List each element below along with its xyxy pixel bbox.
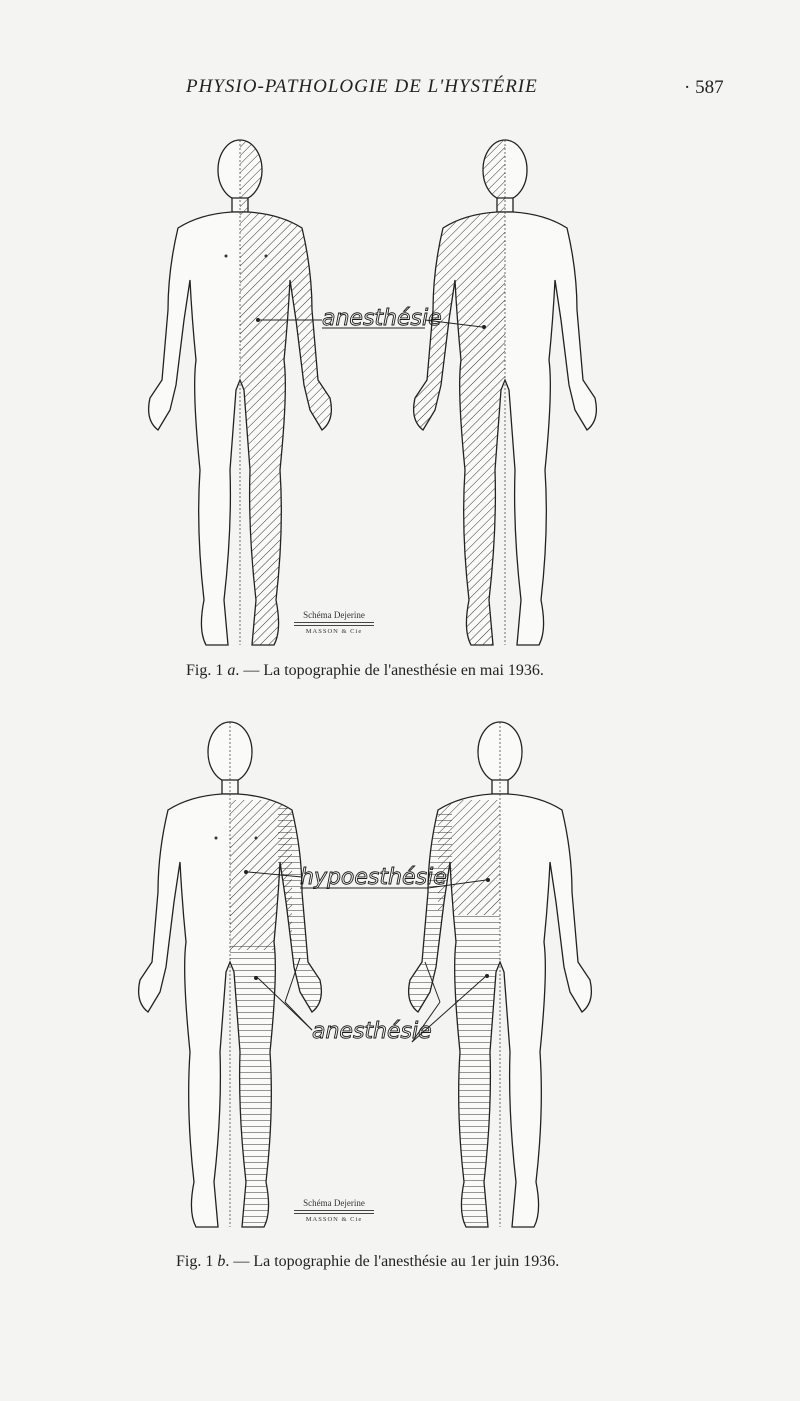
back-body-1a (414, 140, 597, 645)
figure-1a-drawing (0, 120, 800, 665)
caption-text: . — La topographie de l'anesthésie au 1er juin 1936. (225, 1253, 560, 1270)
schema-stamp-1b (294, 1198, 374, 1223)
stamp-line1: Schéma Dejerine (303, 1198, 365, 1208)
anesthesia-label-1a: anesthésie (322, 306, 442, 331)
stamp-line1: Schéma Dejerine (303, 610, 365, 620)
caption-letter: b (217, 1253, 226, 1270)
page-number: · 587 (684, 77, 724, 98)
caption-text: . — La topographie de l'anesthésie en mai 1936. (235, 662, 544, 679)
figure-1b-drawing (0, 712, 800, 1252)
caption-1a (186, 662, 544, 680)
back-body-1b (409, 722, 592, 1227)
caption-figno: Fig. 1 (186, 662, 228, 679)
stamp-rule (294, 1210, 374, 1214)
anesthesia-label-1b: anesthésie (312, 1019, 432, 1044)
front-body-1a (149, 140, 332, 645)
running-head: PHYSIO-PATHOLOGIE DE L'HYSTÉRIE (186, 76, 538, 97)
caption-1b (176, 1253, 559, 1271)
stamp-line2: MASSON & Cie (305, 628, 363, 635)
hypoesthesia-label-1b: hypoesthésie (300, 865, 447, 890)
schema-stamp-1a (294, 610, 374, 635)
stamp-line2: MASSON & Cie (305, 1216, 363, 1223)
caption-letter: a (227, 662, 236, 679)
stamp-rule (294, 622, 374, 626)
figure-1b (0, 712, 800, 1252)
figure-1a (0, 120, 800, 665)
caption-figno: Fig. 1 (176, 1253, 218, 1270)
